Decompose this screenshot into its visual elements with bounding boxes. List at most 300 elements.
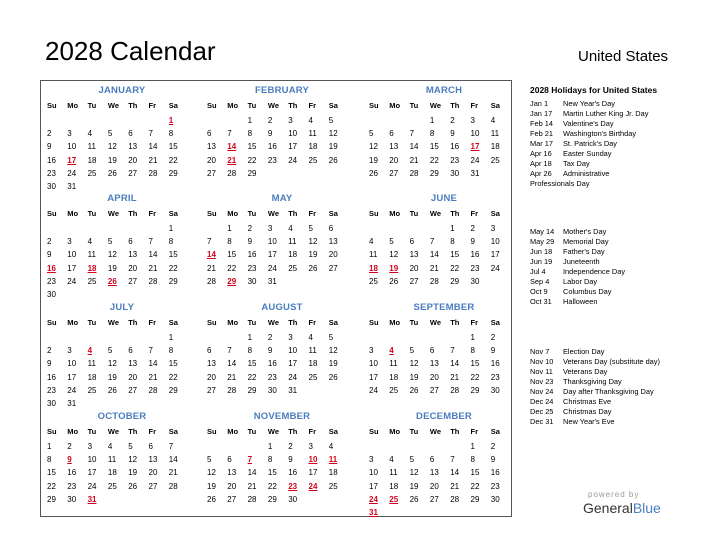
weekday-header: Tu — [87, 427, 97, 436]
month-name: JULY — [109, 302, 135, 313]
calendar-day: 27 — [429, 494, 439, 504]
calendar-day: 29 — [470, 494, 480, 504]
calendar-day: 22 — [450, 263, 460, 273]
calendar-day: 7 — [227, 129, 232, 139]
holiday-date: Nov 24 — [530, 387, 554, 396]
month-february — [207, 85, 357, 193]
calendar-day: 12 — [107, 142, 117, 152]
calendar-day: 2 — [288, 442, 293, 451]
calendar-day: 6 — [429, 346, 435, 356]
calendar-day: 26 — [107, 168, 117, 178]
month-name: AUGUST — [261, 302, 303, 313]
calendar-day: 25 — [107, 481, 117, 491]
calendar-day: 13 — [389, 142, 399, 152]
brand-blue: Blue — [632, 500, 661, 516]
calendar-day: 16 — [267, 142, 277, 152]
calendar-day: 12 — [369, 142, 378, 152]
calendar-day: 28 — [148, 385, 158, 395]
calendar-day: 1 — [47, 442, 52, 451]
calendar-day: 14 — [168, 455, 178, 465]
calendar-day: 17 — [308, 468, 318, 478]
calendar-day: 27 — [207, 385, 216, 395]
calendar-day: 10 — [67, 250, 77, 260]
calendar-day: 21 — [450, 372, 460, 382]
calendar-day: 15 — [247, 359, 257, 369]
calendar-day: 9 — [490, 346, 496, 356]
holiday-day: 24 — [369, 494, 378, 504]
calendar-day: 27 — [328, 263, 338, 273]
calendar-day: 4 — [107, 442, 113, 451]
brand-general: General — [583, 500, 633, 516]
weekday-header: Mo — [227, 318, 239, 327]
calendar-day: 31 — [288, 385, 298, 395]
holiday-name: Memorial Day — [563, 237, 609, 246]
calendar-day: 8 — [168, 346, 174, 356]
calendar-day: 30 — [67, 494, 77, 504]
weekday-header: We — [429, 101, 442, 110]
calendar-day: 14 — [429, 250, 439, 260]
month-september — [369, 302, 519, 410]
holiday-name: Day after Thanksgiving Day — [563, 387, 654, 396]
weekday-header: Mo — [389, 209, 401, 218]
weekday-header: We — [429, 427, 442, 436]
calendar-day: 19 — [107, 263, 117, 273]
weekday-header: Su — [207, 427, 217, 436]
calendar-day: 9 — [267, 129, 273, 139]
calendar-day: 22 — [247, 155, 257, 165]
calendar-day: 13 — [429, 359, 439, 369]
calendar-day: 9 — [490, 455, 496, 465]
month-october — [47, 411, 197, 519]
weekday-header: Th — [288, 318, 298, 327]
calendar-day: 2 — [47, 346, 52, 356]
holiday-day: 17 — [470, 142, 480, 152]
weekday-header: Fr — [470, 318, 478, 327]
calendar-day: 12 — [389, 250, 399, 260]
calendar-day: 24 — [369, 385, 378, 395]
holiday-day: 24 — [308, 481, 318, 491]
calendar-day: 24 — [490, 263, 500, 273]
calendar-day: 31 — [67, 399, 77, 408]
calendar-day: 31 — [470, 168, 480, 178]
calendar-day: 17 — [87, 468, 97, 478]
holiday-day: 10 — [308, 455, 318, 465]
calendar-day: 29 — [168, 276, 178, 286]
calendar-day: 26 — [389, 276, 399, 286]
holiday-name: St. Patrick's Day — [563, 139, 617, 148]
weekday-header: Sa — [490, 209, 500, 218]
calendar-day: 28 — [148, 276, 158, 286]
weekday-header: Sa — [168, 427, 178, 436]
calendar-day: 21 — [227, 372, 237, 382]
calendar-day: 13 — [148, 455, 158, 465]
weekday-header: Fr — [470, 209, 478, 218]
calendar-day: 9 — [470, 237, 475, 247]
calendar-day: 26 — [369, 168, 378, 178]
calendar-day: 4 — [87, 237, 93, 247]
calendar-day: 17 — [369, 481, 378, 491]
weekday-header: Fr — [470, 101, 478, 110]
calendar-day: 15 — [470, 468, 480, 478]
calendar-day: 1 — [470, 442, 475, 451]
calendar-day: 22 — [227, 263, 237, 273]
calendar-day: 25 — [328, 481, 338, 491]
calendar-day: 14 — [227, 359, 237, 369]
holiday-day: 31 — [87, 494, 97, 504]
calendar-day: 2 — [67, 442, 72, 451]
calendar-day: 11 — [490, 129, 500, 139]
calendar-day: 15 — [168, 142, 178, 152]
weekday-header: Th — [128, 427, 138, 436]
holiday-name: Easter Sunday — [563, 149, 612, 158]
calendar-grid — [40, 80, 512, 517]
calendar-day: 13 — [128, 359, 138, 369]
weekday-header: We — [107, 209, 120, 218]
calendar-day: 29 — [470, 385, 480, 395]
calendar-day: 18 — [87, 372, 97, 382]
calendar-day: 21 — [148, 155, 158, 165]
calendar-day: 25 — [87, 276, 97, 286]
calendar-day: 21 — [207, 263, 216, 273]
holiday-day: 16 — [47, 263, 56, 273]
weekday-header: Su — [207, 209, 217, 218]
calendar-day: 22 — [247, 372, 257, 382]
calendar-day: 4 — [490, 116, 496, 125]
calendar-day: 7 — [207, 237, 212, 247]
calendar-day: 11 — [288, 237, 297, 247]
calendar-day: 6 — [227, 455, 232, 465]
calendar-day: 3 — [267, 224, 273, 233]
calendar-day: 13 — [207, 142, 216, 152]
calendar-day: 1 — [429, 116, 435, 125]
calendar-day: 26 — [409, 385, 419, 395]
calendar-day: 1 — [450, 224, 455, 233]
calendar-day: 29 — [267, 494, 277, 504]
calendar-day: 27 — [389, 168, 399, 178]
calendar-day: 14 — [148, 359, 158, 369]
calendar-day: 28 — [168, 481, 178, 491]
calendar-day: 28 — [207, 276, 216, 286]
calendar-day: 8 — [168, 129, 174, 139]
calendar-day: 30 — [47, 182, 56, 191]
holiday-date: Jun 19 — [530, 257, 553, 266]
calendar-day: 18 — [389, 372, 399, 382]
calendar-day: 15 — [168, 250, 178, 260]
calendar-day: 27 — [409, 276, 419, 286]
calendar-day: 21 — [168, 468, 178, 478]
calendar-day: 19 — [328, 359, 338, 369]
month-december — [369, 411, 519, 519]
calendar-day: 16 — [470, 250, 480, 260]
weekday-header: Fr — [148, 101, 156, 110]
weekday-header: Mo — [389, 427, 401, 436]
calendar-day: 29 — [450, 276, 460, 286]
calendar-day: 17 — [267, 250, 277, 260]
weekday-header: Fr — [148, 209, 156, 218]
calendar-day: 27 — [227, 494, 237, 504]
holiday-date: Jul 4 — [530, 267, 546, 276]
calendar-day: 28 — [450, 385, 460, 395]
weekday-header: Mo — [67, 427, 79, 436]
calendar-day: 1 — [227, 224, 232, 233]
calendar-day: 4 — [288, 224, 293, 233]
holiday-name: Martin Luther King Jr. Day — [563, 109, 649, 118]
month-july — [47, 302, 197, 410]
calendar-day: 7 — [227, 346, 232, 356]
weekday-header: Mo — [389, 101, 401, 110]
calendar-day: 8 — [247, 346, 253, 356]
calendar-day: 3 — [67, 237, 72, 247]
weekday-header: Th — [128, 209, 138, 218]
calendar-day: 23 — [470, 263, 480, 273]
calendar-day: 24 — [67, 385, 77, 395]
calendar-day: 28 — [148, 168, 158, 178]
holiday-name: Valentine's Day — [563, 119, 614, 128]
calendar-day: 14 — [148, 250, 158, 260]
calendar-day: 15 — [168, 359, 178, 369]
weekday-header: Su — [207, 318, 217, 327]
holiday-date: Jun 18 — [530, 247, 553, 256]
calendar-day: 11 — [369, 250, 378, 260]
calendar-day: 6 — [429, 455, 435, 465]
calendar-day: 23 — [490, 481, 500, 491]
calendar-day: 17 — [369, 372, 378, 382]
calendar-day: 28 — [429, 276, 439, 286]
calendar-day: 8 — [450, 237, 455, 247]
calendar-day: 20 — [128, 155, 138, 165]
calendar-day: 17 — [288, 359, 298, 369]
calendar-day: 4 — [308, 333, 313, 342]
holiday-name: Christmas Eve — [563, 397, 612, 406]
holiday-date: Apr 18 — [530, 159, 552, 168]
weekday-header: Su — [47, 318, 57, 327]
weekday-header: Tu — [87, 318, 97, 327]
calendar-day: 22 — [168, 155, 178, 165]
calendar-day: 6 — [389, 129, 394, 139]
weekday-header: Su — [47, 209, 57, 218]
calendar-day: 18 — [107, 468, 117, 478]
calendar-day: 25 — [87, 168, 97, 178]
calendar-day: 13 — [207, 359, 216, 369]
calendar-day: 30 — [288, 494, 298, 504]
holiday-date: Oct 31 — [530, 297, 552, 306]
month-name: OCTOBER — [97, 411, 147, 422]
calendar-day: 26 — [328, 155, 338, 165]
calendar-day: 22 — [429, 155, 439, 165]
calendar-day: 10 — [288, 129, 298, 139]
calendar-day: 12 — [207, 468, 216, 478]
weekday-header: Fr — [148, 318, 156, 327]
calendar-day: 5 — [328, 116, 334, 125]
calendar-day: 3 — [369, 455, 374, 465]
holiday-day: 19 — [389, 263, 399, 273]
calendar-day: 12 — [409, 468, 419, 478]
calendar-day: 7 — [450, 455, 455, 465]
calendar-day: 28 — [247, 494, 257, 504]
calendar-day: 29 — [168, 385, 178, 395]
calendar-day: 15 — [450, 250, 460, 260]
weekday-header: Fr — [308, 427, 316, 436]
calendar-day: 28 — [227, 168, 237, 178]
holiday-day: 26 — [107, 276, 117, 286]
weekday-header: Sa — [490, 318, 500, 327]
calendar-day: 20 — [227, 481, 237, 491]
calendar-day: 9 — [288, 455, 293, 465]
weekday-header: Sa — [490, 427, 500, 436]
holiday-date: May 14 — [530, 227, 555, 236]
calendar-day: 14 — [450, 359, 460, 369]
weekday-header: We — [107, 101, 120, 110]
month-may — [207, 193, 357, 301]
calendar-day: 14 — [409, 142, 419, 152]
calendar-day: 9 — [47, 359, 52, 369]
holiday-name: Christmas Day — [563, 407, 612, 416]
calendar-day: 8 — [429, 129, 435, 139]
holiday-date: Feb 14 — [530, 119, 554, 128]
calendar-day: 25 — [490, 155, 500, 165]
calendar-day: 2 — [450, 116, 455, 125]
calendar-day: 4 — [369, 237, 374, 247]
weekday-header: Fr — [148, 427, 156, 436]
weekday-header: Tu — [409, 318, 419, 327]
holiday-date: Jan 17 — [530, 109, 553, 118]
calendar-day: 27 — [429, 385, 439, 395]
month-january — [47, 85, 197, 193]
calendar-day: 13 — [128, 142, 138, 152]
holiday-day: 11 — [328, 455, 338, 465]
holiday-date: Nov 10 — [530, 357, 554, 366]
calendar-day: 12 — [308, 237, 318, 247]
calendar-day: 11 — [87, 250, 96, 260]
calendar-day: 23 — [267, 155, 277, 165]
generalblue-logo[interactable] — [583, 500, 661, 516]
calendar-day: 16 — [267, 359, 277, 369]
calendar-day: 29 — [429, 168, 439, 178]
weekday-header: Mo — [227, 101, 239, 110]
month-april — [47, 193, 197, 301]
calendar-day: 30 — [47, 399, 56, 408]
calendar-day: 10 — [87, 455, 97, 465]
weekday-header: Tu — [87, 101, 97, 110]
calendar-day: 3 — [490, 224, 496, 233]
holiday-day: 1 — [168, 116, 174, 125]
weekday-header: Th — [288, 101, 298, 110]
calendar-day: 17 — [67, 263, 77, 273]
weekday-header: We — [267, 427, 280, 436]
calendar-day: 22 — [168, 263, 178, 273]
calendar-day: 21 — [450, 481, 460, 491]
weekday-header: Th — [450, 318, 460, 327]
calendar-day: 14 — [247, 468, 257, 478]
calendar-day: 30 — [450, 168, 460, 178]
calendar-day: 8 — [47, 455, 52, 465]
weekday-header: Sa — [168, 318, 178, 327]
calendar-day: 24 — [67, 168, 77, 178]
calendar-day: 21 — [429, 263, 439, 273]
weekday-header: Mo — [227, 209, 239, 218]
calendar-day: 8 — [267, 455, 273, 465]
calendar-day: 5 — [207, 455, 212, 465]
calendar-day: 16 — [490, 359, 500, 369]
calendar-day: 8 — [470, 455, 475, 465]
weekday-header: Tu — [87, 209, 97, 218]
holiday-date: Dec 25 — [530, 407, 554, 416]
weekday-header: Th — [288, 427, 298, 436]
calendar-day: 20 — [148, 468, 158, 478]
weekday-header: Th — [288, 209, 298, 218]
calendar-day: 9 — [47, 142, 52, 152]
calendar-day: 23 — [267, 372, 277, 382]
holiday-day: 17 — [67, 155, 77, 165]
month-name: JUNE — [430, 193, 458, 204]
holiday-date: Apr 16 — [530, 149, 552, 158]
weekday-header: Su — [47, 101, 57, 110]
calendar-day: 18 — [328, 468, 338, 478]
calendar-day: 25 — [308, 155, 318, 165]
month-name: APRIL — [107, 193, 137, 204]
holiday-day: 9 — [67, 455, 72, 465]
holiday-day: 23 — [288, 481, 298, 491]
calendar-day: 27 — [207, 168, 216, 178]
calendar-day: 3 — [470, 116, 475, 125]
calendar-day: 25 — [308, 372, 318, 382]
weekday-header: Fr — [308, 101, 316, 110]
holiday-name: Father's Day — [563, 247, 605, 256]
month-march — [369, 85, 519, 193]
calendar-day: 26 — [207, 494, 216, 504]
calendar-day: 7 — [148, 237, 153, 247]
calendar-day: 24 — [267, 263, 277, 273]
holiday-date: Jan 1 — [530, 99, 549, 108]
holiday-day: 25 — [389, 494, 399, 504]
holiday-name: Juneteenth — [563, 257, 600, 266]
calendar-day: 21 — [148, 372, 158, 382]
calendar-day: 5 — [389, 237, 394, 247]
calendar-day: 25 — [288, 263, 298, 273]
calendar-day: 20 — [128, 372, 138, 382]
holiday-name: Halloween — [563, 297, 598, 306]
weekday-header: Sa — [168, 209, 178, 218]
weekday-header: We — [429, 318, 442, 327]
month-name: JANUARY — [98, 85, 146, 96]
calendar-day: 24 — [67, 276, 77, 286]
calendar-day: 26 — [107, 385, 117, 395]
calendar-day: 6 — [128, 237, 133, 247]
calendar-day: 5 — [128, 442, 133, 451]
weekday-header: Tu — [247, 318, 257, 327]
calendar-day: 16 — [450, 142, 460, 152]
calendar-day: 28 — [227, 385, 237, 395]
calendar-day: 19 — [107, 372, 117, 382]
calendar-day: 24 — [288, 155, 298, 165]
calendar-day: 10 — [470, 129, 480, 139]
calendar-day: 1 — [247, 116, 253, 125]
calendar-day: 5 — [107, 346, 113, 356]
calendar-day: 18 — [308, 142, 318, 152]
calendar-day: 7 — [409, 129, 415, 139]
calendar-day: 19 — [207, 481, 216, 491]
weekday-header: Su — [369, 318, 379, 327]
calendar-day: 13 — [429, 468, 439, 478]
calendar-day: 8 — [168, 237, 174, 247]
holiday-name: Washington's Birthday — [563, 129, 637, 138]
calendar-day: 27 — [128, 385, 138, 395]
calendar-day: 1 — [267, 442, 273, 451]
calendar-day: 22 — [267, 481, 277, 491]
calendar-day: 28 — [450, 494, 460, 504]
calendar-day: 3 — [369, 346, 374, 356]
calendar-day: 5 — [409, 346, 415, 356]
